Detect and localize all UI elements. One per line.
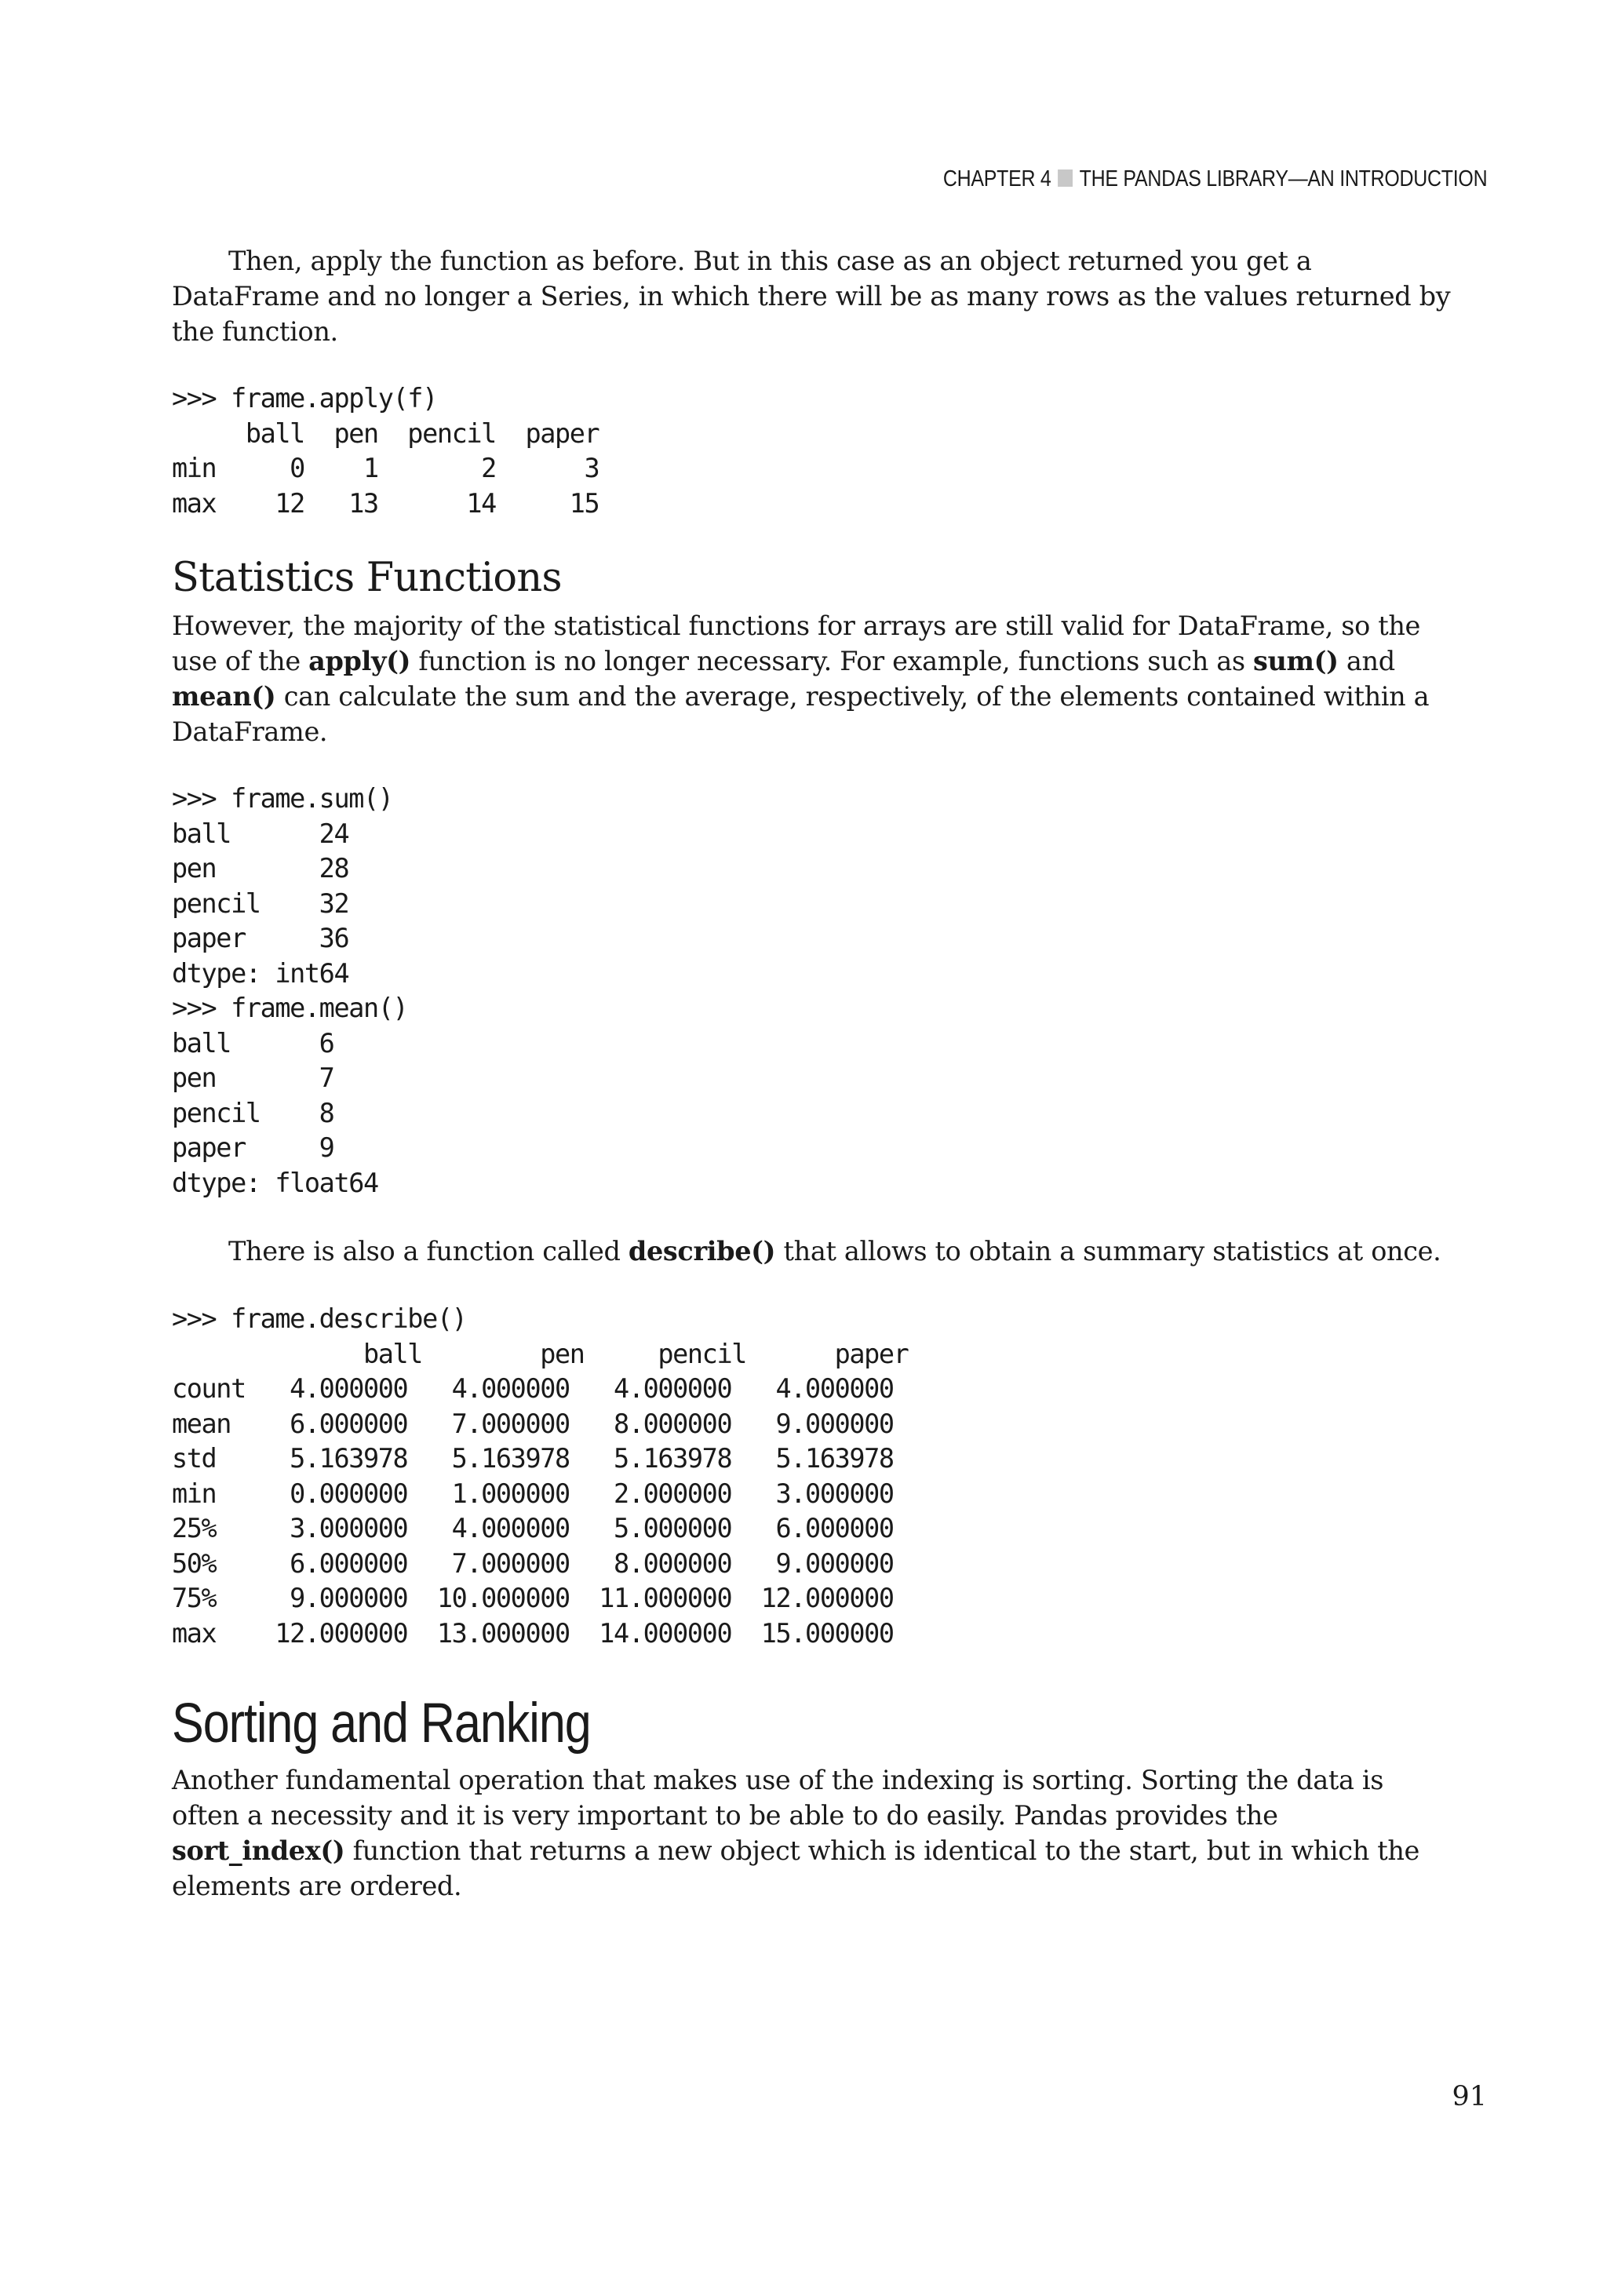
running-header — [943, 166, 1487, 192]
text-run: function that returns a new object which is identical to the start, but in which the elements are ordered. — [172, 1835, 1420, 1901]
intro-paragraph: Then, apply the function as before. But in this case as an object returned you get a DataFrame and no longer a Series, in which there will be as many rows as the values returned by the function. — [172, 246, 1451, 347]
code-block-describe: >>> frame.describe() ball pen pencil paper count 4.000000 4.000000 4.000000 4.000000 mean 6.000000 7.000000 8.000000 9.000000 std 5.163978 5.163978 5.163978 5.163978 min 0.000000 1.000000 2.000000 3.000000 25% 3.000000 4.000000 5.000000 6.000000 50% 6.000000 7.000000 8.000000 9.000000 75% 9.000000 10.000000 11.000000 12.000000 max 12.000000 13.000000 14.000000 15.000000 — [172, 1303, 909, 1649]
text-run: function is no longer necessary. For example, functions such as — [410, 646, 1253, 676]
page-number: 91 — [1452, 2081, 1487, 2112]
section-heading-sorting: Sorting and Ranking — [172, 1693, 591, 1755]
header-title: THE PANDAS LIBRARY—AN INTRODUCTION — [1079, 166, 1487, 191]
text-run: and — [1338, 646, 1395, 676]
inline-code-sum: sum() — [1253, 646, 1339, 676]
inline-code-apply: apply() — [308, 646, 411, 676]
header-chapter: CHAPTER 4 — [942, 166, 1051, 191]
text-run: Another fundamental operation that makes use of the indexing is sorting. Sorting the data is often a necessity and it is very important to be able to do easily. Pandas provides the — [172, 1765, 1384, 1831]
header-separator-square-icon — [1058, 169, 1073, 187]
page-content — [172, 243, 1459, 1904]
text-run: that allows to obtain a summary statistics at once. — [775, 1236, 1441, 1266]
describe-paragraph — [172, 1234, 1459, 1269]
inline-code-describe: describe() — [628, 1236, 776, 1266]
text-run: There is also a function called — [228, 1236, 629, 1266]
text-run: However, the majority of the statistical functions for arrays are still valid for DataFrame, so the use of the — [172, 610, 1421, 676]
inline-code-sort-index: sort_index() — [172, 1835, 345, 1866]
code-block-apply: >>> frame.apply(f) ball pen pencil paper min 0 1 2 3 max 12 13 14 15 — [172, 383, 599, 519]
statistics-paragraph — [172, 608, 1459, 749]
code-block-sum-mean: >>> frame.sum() ball 24 pen 28 pencil 32 paper 36 dtype: int64 >>> frame.mean() ball 6 pen 7 pencil 8 paper 9 dtype: float64 — [172, 783, 408, 1198]
inline-code-mean: mean() — [172, 681, 276, 712]
section-heading-statistics: Statistics Functions — [172, 555, 562, 601]
text-run: can calculate the sum and the average, respectively, of the elements contained within a DataFrame. — [172, 681, 1430, 747]
sorting-paragraph — [172, 1762, 1459, 1904]
